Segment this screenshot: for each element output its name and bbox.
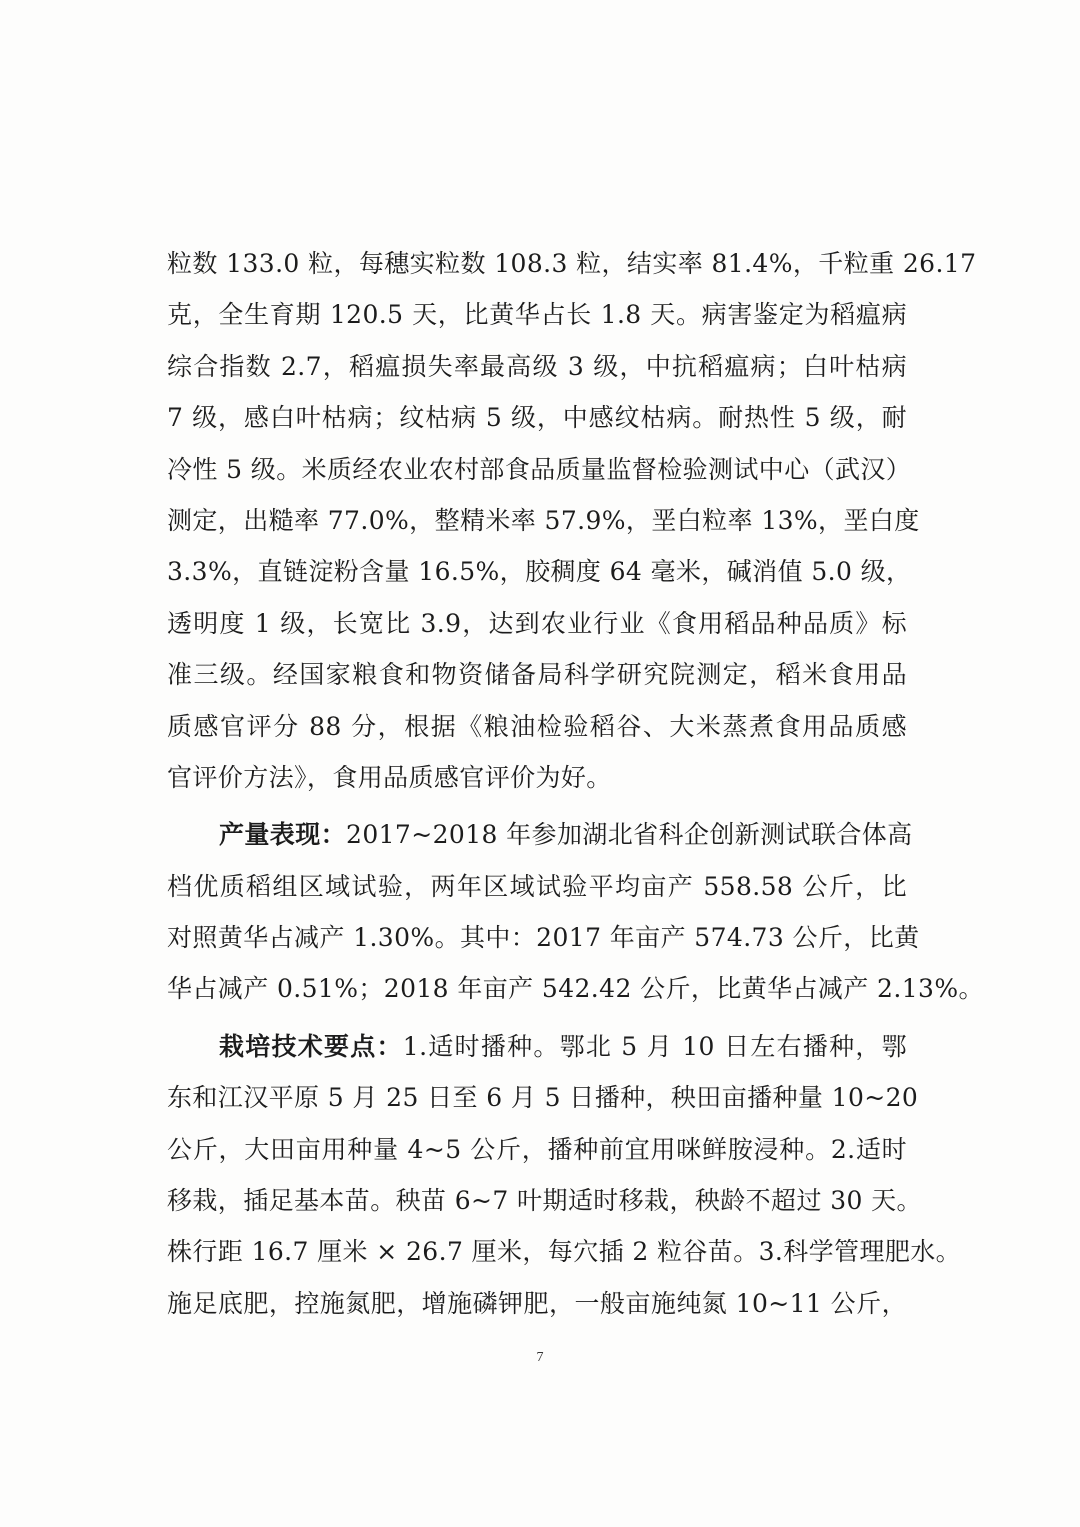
text-line: 冷性 5 级。米质经农业农村部食品质量监督检验测试中心（武汉） (167, 454, 912, 484)
document-body (167, 238, 984, 1329)
text-line: 3.3%，直链淀粉含量 16.5%，胶稠度 64 毫米，碱消值 5.0 级， (167, 557, 912, 587)
text-line-first (167, 1021, 907, 1072)
text-line-first (167, 809, 913, 860)
text-line: 华占减产 0.51%；2018 年亩产 542.42 公斤，比黄华占减产 2.13%。 (167, 974, 984, 1004)
text-line: 综合指数 2.7，稻瘟损失率最高级 3 级，中抗稻瘟病；白叶枯病 (167, 351, 907, 381)
text-line: 7 级，感白叶枯病；纹枯病 5 级，中感纹枯病。耐热性 5 级，耐 (167, 403, 907, 433)
text-line: 透明度 1 级，长宽比 3.9，达到农业行业《食用稻品种品质》标 (167, 608, 907, 638)
text-line: 移栽，插足基本苗。秧苗 6~7 叶期适时移栽，秧龄不超过 30 天。 (167, 1186, 922, 1216)
text-line: 质感官评分 88 分，根据《粮油检验稻谷、大米蒸煮食用品质感 (167, 711, 907, 741)
paragraph-yield (167, 809, 984, 1015)
text-line: 东和江汉平原 5 月 25 日至 6 月 5 日播种，秧田亩播种量 10~20 (167, 1083, 919, 1113)
text-run: 2017~2018 年参加湖北省科企创新测试联合体高 (346, 820, 913, 850)
text-run: 1.适时播种。鄂北 5 月 10 日左右播种，鄂 (402, 1031, 907, 1061)
text-line: 公斤，大田亩用种量 4~5 公斤，播种前宜用咪鲜胺浸种。2.适时 (167, 1134, 907, 1164)
page-number: 7 (536, 1350, 544, 1365)
text-line: 对照黄华占减产 1.30%。其中：2017 年亩产 574.73 公斤，比黄 (167, 923, 920, 953)
text-line: 粒数 133.0 粒，每穗实粒数 108.3 粒，结实率 81.4%，千粒重 26.17 (167, 249, 977, 278)
text-line: 档优质稻组区域试验，两年区域试验平均亩产 558.58 公斤，比 (167, 871, 907, 901)
paragraph-growth-traits (167, 238, 977, 803)
text-line: 株行距 16.7 厘米 × 26.7 厘米，每穴插 2 粒谷苗。3.科学管理肥水。 (167, 1237, 962, 1267)
text-line: 克，全生育期 120.5 天，比黄华占长 1.8 天。病害鉴定为稻瘟病 (167, 300, 907, 330)
text-line: 官评价方法》，食用品质感官评价为好。 (167, 762, 612, 792)
section-heading-cultivation: 栽培技术要点： (219, 1031, 403, 1061)
text-line: 准三级。经国家粮食和物资储备局科学研究院测定，稻米食用品 (167, 660, 907, 690)
paragraph-cultivation (167, 1021, 962, 1329)
text-line: 施足底肥，控施氮肥，增施磷钾肥，一般亩施纯氮 10~11 公斤， (167, 1288, 907, 1318)
text-line: 测定，出糙率 77.0%，整精米率 57.9%，垩白粒率 13%，垩白度 (167, 505, 920, 535)
section-heading-yield: 产量表现： (219, 820, 347, 850)
